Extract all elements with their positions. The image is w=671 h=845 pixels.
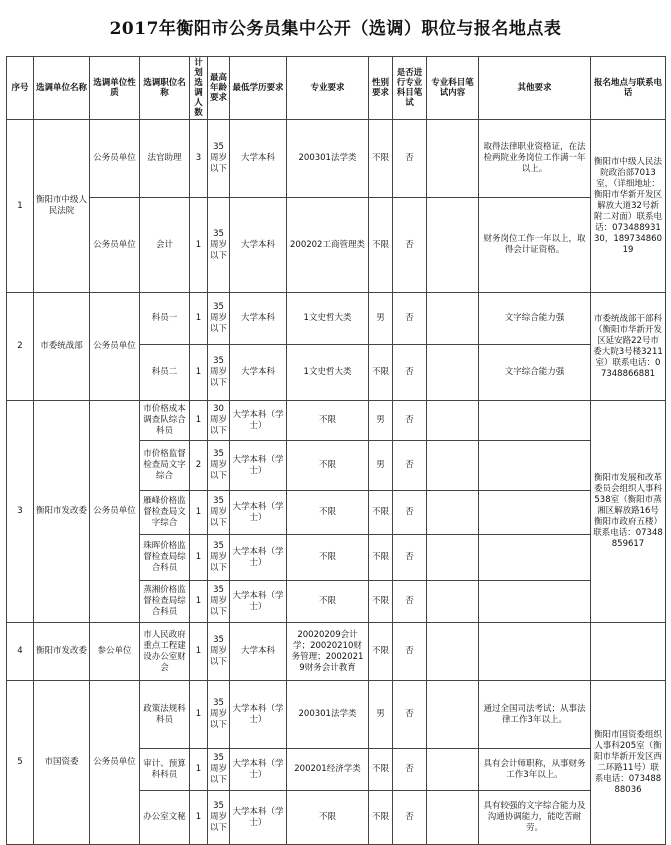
header-cell: 专业科目笔试内容: [427, 57, 479, 120]
other-requirements: 具有会计师职称，从事财务工作3年以上。: [479, 749, 591, 791]
education: 大学本科: [230, 623, 287, 681]
header-cell: 是否进行专业科目笔试: [393, 57, 427, 120]
row-number: 4: [7, 623, 34, 681]
education: 大学本科（学士）: [230, 791, 287, 845]
exam-required: 否: [393, 441, 427, 491]
position-name: 市价格成本调查队综合科员: [140, 401, 190, 441]
other-requirements: [479, 491, 591, 535]
row-number: 2: [7, 293, 34, 401]
header-cell: 选调职位名称: [140, 57, 190, 120]
age-limit: 35周岁以下: [208, 581, 230, 623]
other-requirements: [479, 535, 591, 581]
other-requirements: 取得法律职业资格证，在法检两院业务岗位工作满一年以上。: [479, 120, 591, 198]
exam-content: [427, 293, 479, 345]
position-name: 办公室文秘: [140, 791, 190, 845]
position-name: 政策法规科科员: [140, 681, 190, 749]
exam-required: 否: [393, 120, 427, 198]
gender: 不限: [369, 623, 393, 681]
position-name: 珠晖价格监督检查局综合科员: [140, 535, 190, 581]
header-row: [7, 57, 666, 120]
table-row: [7, 401, 666, 441]
gender: 男: [369, 401, 393, 441]
row-number: 5: [7, 681, 34, 845]
education: 大学本科（学士）: [230, 681, 287, 749]
exam-content: [427, 198, 479, 293]
other-requirements: 财务岗位工作一年以上，取得会计证资格。: [479, 198, 591, 293]
unit-name: 市委统战部: [34, 293, 90, 401]
header-cell: 最低学历要求: [230, 57, 287, 120]
position-name: 雁峰价格监督检查局文字综合: [140, 491, 190, 535]
plan-count: 1: [190, 623, 208, 681]
other-requirements: [479, 581, 591, 623]
exam-required: 否: [393, 791, 427, 845]
exam-required: 否: [393, 401, 427, 441]
exam-required: 否: [393, 581, 427, 623]
plan-count: 1: [190, 791, 208, 845]
table-row: [7, 120, 666, 198]
gender: 男: [369, 293, 393, 345]
unit-name: 衡阳市发改委: [34, 401, 90, 623]
exam-required: 否: [393, 535, 427, 581]
gender: 不限: [369, 535, 393, 581]
unit-nature: 公务员单位: [90, 401, 140, 623]
major: 1文史哲大类: [287, 293, 369, 345]
plan-count: 1: [190, 345, 208, 401]
contact-info: 市委统战部干部科（衡阳市华新开发区延安路22号市委大院3号楼3211室）联系电话：07348866881: [591, 293, 666, 401]
major: 200301法学类: [287, 681, 369, 749]
plan-count: 1: [190, 198, 208, 293]
exam-required: 否: [393, 293, 427, 345]
plan-count: 2: [190, 441, 208, 491]
position-name: 蒸湘价格监督检查局综合科员: [140, 581, 190, 623]
education: 大学本科: [230, 345, 287, 401]
unit-nature: 公务员单位: [90, 198, 140, 293]
gender: 不限: [369, 749, 393, 791]
other-requirements: [479, 401, 591, 441]
table-row: [7, 293, 666, 345]
gender: 男: [369, 681, 393, 749]
unit-nature: 公务员单位: [90, 681, 140, 845]
unit-nature: 公务员单位: [90, 293, 140, 401]
table-row: [7, 681, 666, 749]
contact-info: 衡阳市发展和改革委员会组织人事科538室（衡阳市蒸湘区解放路16号衡阳市政府五楼）联系电话：07348859617: [591, 401, 666, 623]
gender: 不限: [369, 791, 393, 845]
position-name: 法官助理: [140, 120, 190, 198]
age-limit: 35周岁以下: [208, 293, 230, 345]
other-requirements: 具有较强的文字综合能力及沟通协调能力，能吃苦耐劳。: [479, 791, 591, 845]
document-title: 2017年衡阳市公务员集中公开（选调）职位与报名地点表: [109, 19, 562, 39]
plan-count: 1: [190, 535, 208, 581]
education: 大学本科: [230, 293, 287, 345]
major: 200201经济学类: [287, 749, 369, 791]
position-name: 审计、预算科科员: [140, 749, 190, 791]
exam-content: [427, 441, 479, 491]
education: 大学本科（学士）: [230, 441, 287, 491]
contact-info: 衡阳市中级人民法院政治部7013室，（详细地址：衡阳市华新开发区解放大道32号新附二对面）联系电话：07348893130，18973486019: [591, 120, 666, 293]
education: 大学本科（学士）: [230, 491, 287, 535]
exam-content: [427, 120, 479, 198]
major: 20020209会计学；20020210财务管理；20020219财务会计教育: [287, 623, 369, 681]
unit-name: 衡阳市中级人民法院: [34, 120, 90, 293]
education: 大学本科（学士）: [230, 749, 287, 791]
header-cell: 序号: [7, 57, 34, 120]
plan-count: 1: [190, 491, 208, 535]
position-name: 市价格监督检查局文字综合: [140, 441, 190, 491]
other-requirements: 文字综合能力强: [479, 293, 591, 345]
positions-table: [6, 56, 666, 845]
exam-content: [427, 581, 479, 623]
age-limit: 35周岁以下: [208, 491, 230, 535]
gender: 不限: [369, 198, 393, 293]
unit-name: 衡阳市发改委: [34, 623, 90, 681]
gender: 不限: [369, 120, 393, 198]
header-cell: 专业要求: [287, 57, 369, 120]
education: 大学本科（学士）: [230, 581, 287, 623]
major: 200301法学类: [287, 120, 369, 198]
other-requirements: [479, 623, 591, 681]
plan-count: 1: [190, 581, 208, 623]
gender: 不限: [369, 491, 393, 535]
header-cell: 选调单位性质: [90, 57, 140, 120]
age-limit: 35周岁以下: [208, 791, 230, 845]
major: 不限: [287, 401, 369, 441]
major: 不限: [287, 535, 369, 581]
contact-info: [591, 623, 666, 681]
exam-content: [427, 681, 479, 749]
education: 大学本科（学士）: [230, 401, 287, 441]
row-number: 3: [7, 401, 34, 623]
position-name: 会计: [140, 198, 190, 293]
exam-content: [427, 749, 479, 791]
header-cell: 性别要求: [369, 57, 393, 120]
contact-info: 衡阳市国资委组织人事科205室（衡阳市华新开发区西二环路11号）联系电话：07348888036: [591, 681, 666, 845]
major: 1文史哲大类: [287, 345, 369, 401]
exam-required: 否: [393, 198, 427, 293]
gender: 不限: [369, 581, 393, 623]
position-name: 市人民政府重点工程建设办公室财会: [140, 623, 190, 681]
education: 大学本科: [230, 120, 287, 198]
plan-count: 1: [190, 749, 208, 791]
table-row: [7, 623, 666, 681]
age-limit: 35周岁以下: [208, 345, 230, 401]
unit-name: 市国资委: [34, 681, 90, 845]
unit-nature: 公务员单位: [90, 120, 140, 198]
position-name: 科员一: [140, 293, 190, 345]
other-requirements: 文字综合能力强: [479, 345, 591, 401]
gender: 不限: [369, 345, 393, 401]
header-cell: 选调单位名称: [34, 57, 90, 120]
table-row: [7, 198, 666, 293]
education: 大学本科（学士）: [230, 535, 287, 581]
row-number: 1: [7, 120, 34, 293]
education: 大学本科: [230, 198, 287, 293]
position-name: 科员二: [140, 345, 190, 401]
header-cell: 其他要求: [479, 57, 591, 120]
other-requirements: 通过全国司法考试；从事法律工作3年以上。: [479, 681, 591, 749]
age-limit: 35周岁以下: [208, 749, 230, 791]
age-limit: 35周岁以下: [208, 120, 230, 198]
header-cell: 最高年龄要求: [208, 57, 230, 120]
major: 200202工商管理类: [287, 198, 369, 293]
age-limit: 30周岁以下: [208, 401, 230, 441]
exam-content: [427, 623, 479, 681]
exam-required: 否: [393, 491, 427, 535]
exam-content: [427, 345, 479, 401]
exam-required: 否: [393, 623, 427, 681]
plan-count: 1: [190, 681, 208, 749]
exam-content: [427, 535, 479, 581]
unit-nature: 参公单位: [90, 623, 140, 681]
age-limit: 35周岁以下: [208, 198, 230, 293]
plan-count: 3: [190, 120, 208, 198]
header-cell: 计划选调人数: [190, 57, 208, 120]
exam-content: [427, 791, 479, 845]
age-limit: 35周岁以下: [208, 623, 230, 681]
gender: 男: [369, 441, 393, 491]
age-limit: 35周岁以下: [208, 441, 230, 491]
exam-required: 否: [393, 681, 427, 749]
exam-required: 否: [393, 345, 427, 401]
exam-required: 否: [393, 749, 427, 791]
age-limit: 35周岁以下: [208, 535, 230, 581]
plan-count: 1: [190, 401, 208, 441]
major: 不限: [287, 791, 369, 845]
exam-content: [427, 401, 479, 441]
age-limit: 35周岁以下: [208, 681, 230, 749]
major: 不限: [287, 441, 369, 491]
other-requirements: [479, 441, 591, 491]
plan-count: 1: [190, 293, 208, 345]
header-cell: 报名地点与联系电话: [591, 57, 666, 120]
major: 不限: [287, 491, 369, 535]
major: 不限: [287, 581, 369, 623]
exam-content: [427, 491, 479, 535]
